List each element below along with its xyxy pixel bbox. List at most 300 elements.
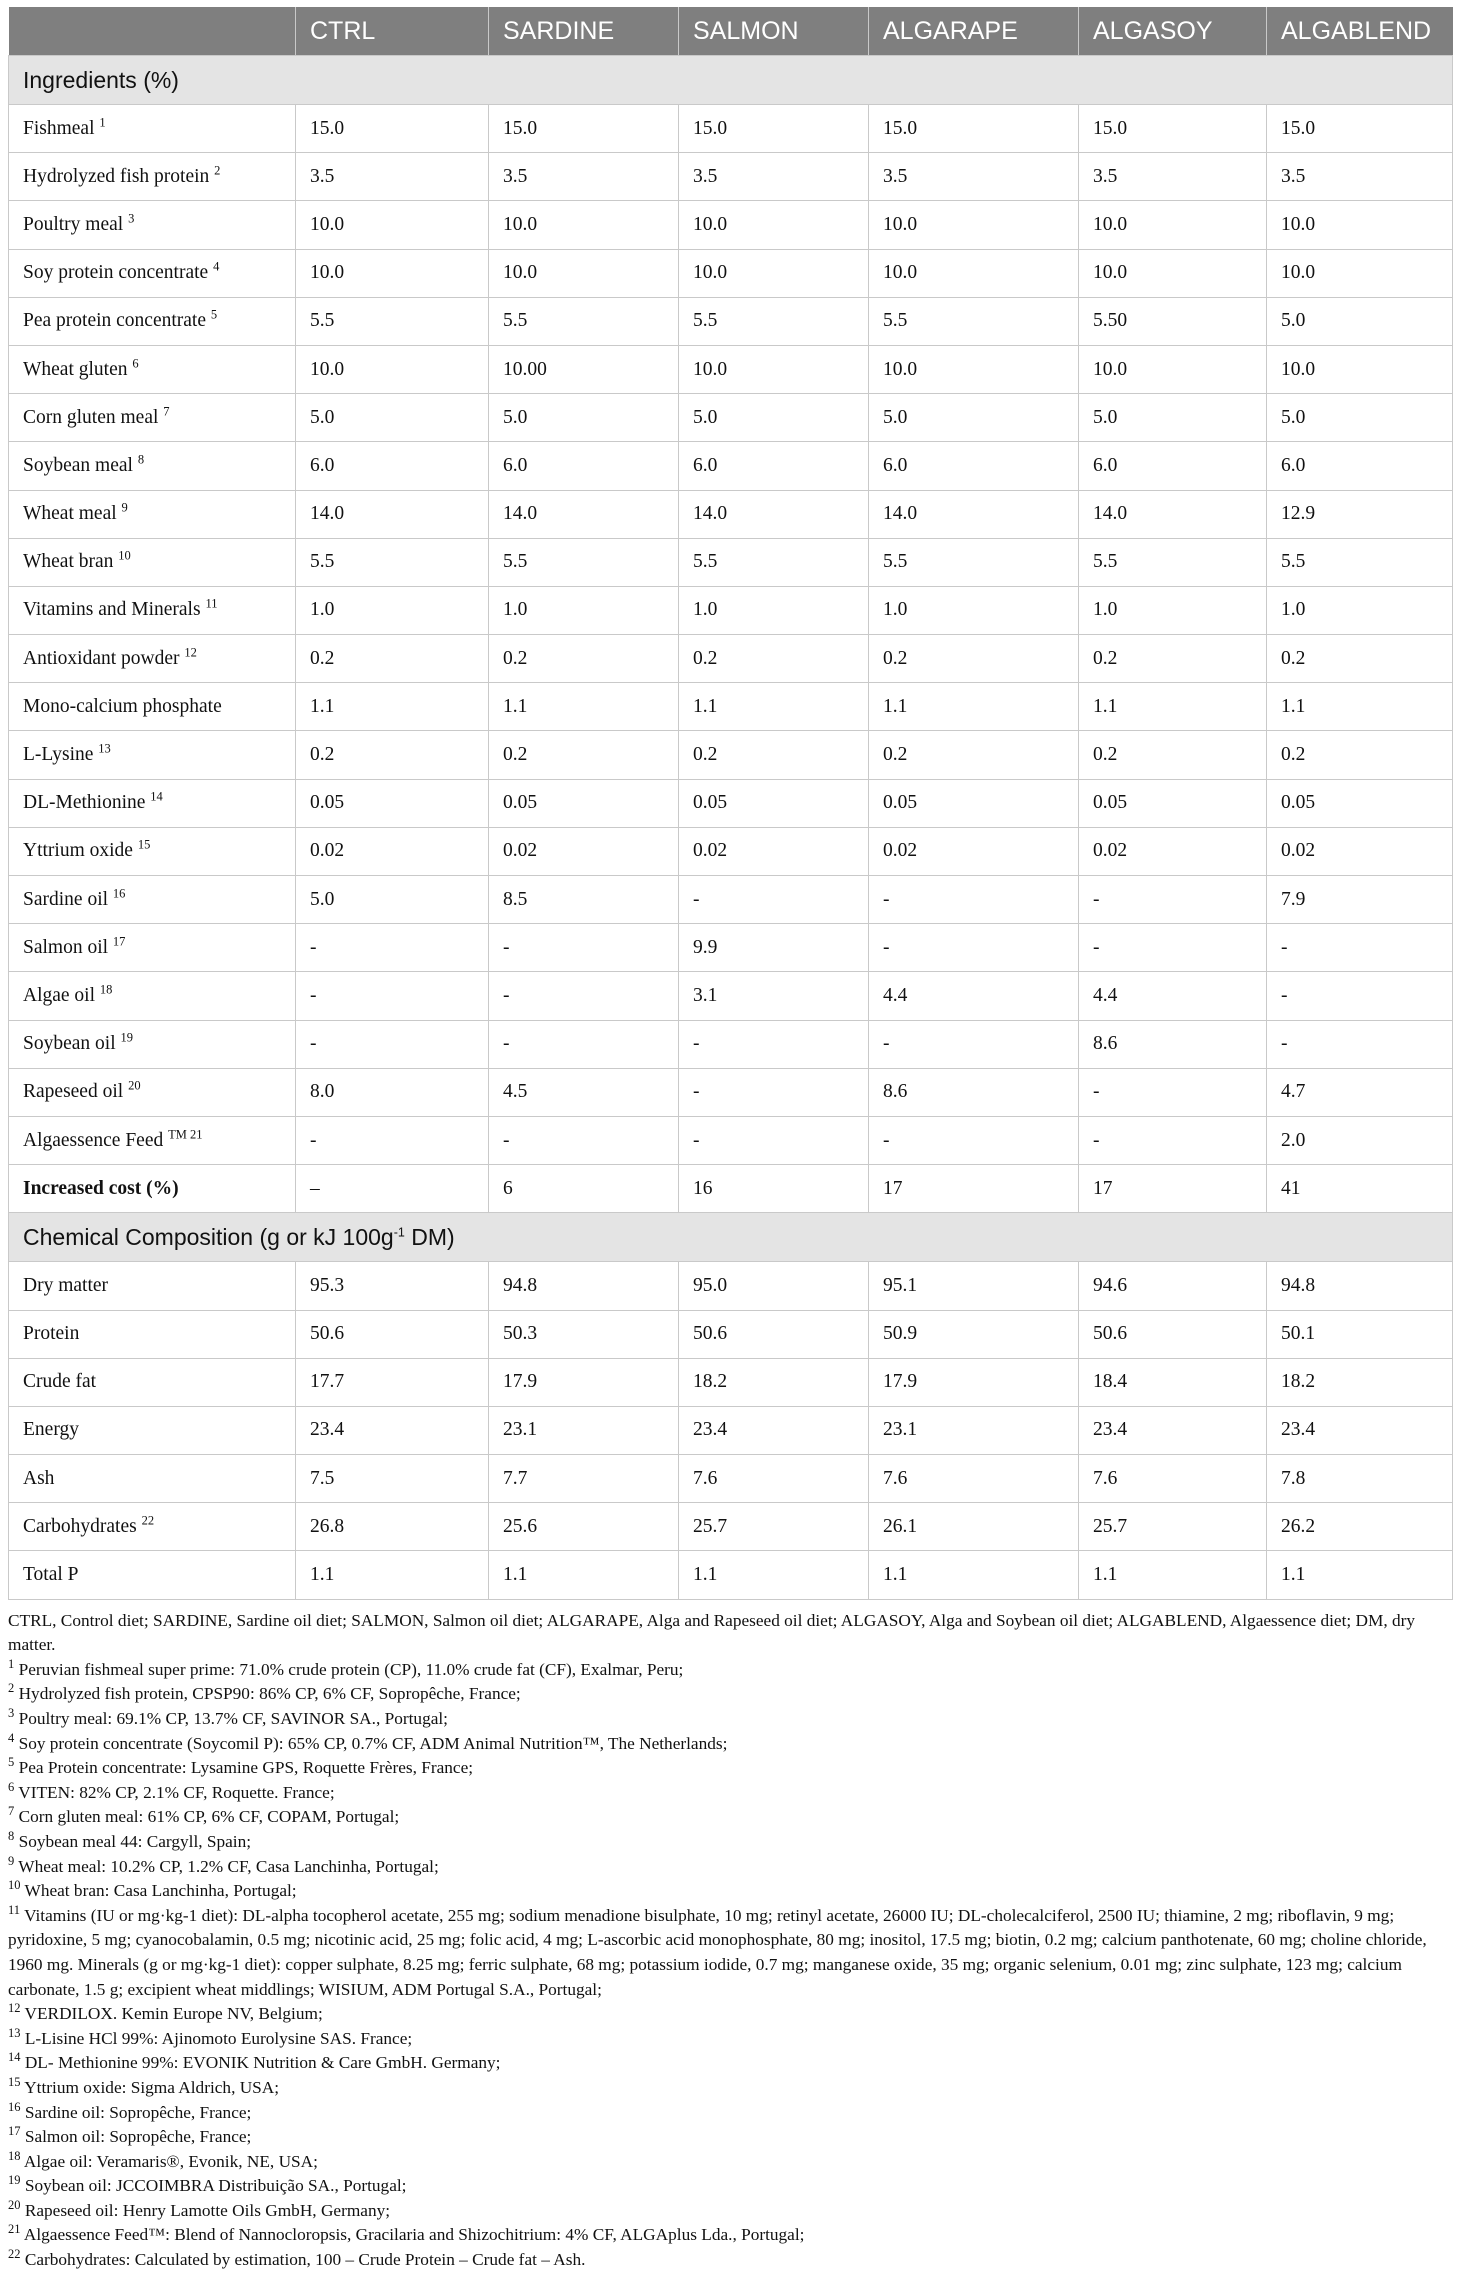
table-body [9, 56, 1453, 1600]
value-cell: 1.1 [489, 1551, 679, 1599]
row-label: Soybean meal [23, 454, 133, 476]
value-cell: 5.5 [296, 297, 489, 345]
diet-composition-table [8, 7, 1453, 1600]
value-cell: 1.1 [1079, 683, 1267, 731]
row-label: Soy protein concentrate [23, 262, 209, 284]
value-cell: 17 [1079, 1165, 1267, 1213]
value-cell: 23.4 [1079, 1406, 1267, 1454]
value-cell: 94.6 [1079, 1262, 1267, 1310]
header-cell-algablend: ALGABLEND [1267, 7, 1453, 56]
row-label-cell [9, 394, 296, 442]
row-footnote-ref: 16 [112, 886, 126, 901]
footnote-number: 5 [8, 1755, 15, 1770]
value-cell: - [1267, 972, 1453, 1020]
value-cell: 95.1 [869, 1262, 1079, 1310]
table-row [9, 1503, 1453, 1551]
value-cell: 10.0 [679, 345, 869, 393]
row-footnote-ref: 9 [121, 500, 128, 515]
section-header-row [9, 1213, 1453, 1262]
value-cell: - [1079, 876, 1267, 924]
value-cell: 8.0 [296, 1068, 489, 1116]
value-cell: 4.4 [1079, 972, 1267, 1020]
value-cell: 8.6 [869, 1068, 1079, 1116]
value-cell: 5.0 [1267, 394, 1453, 442]
footnote-number: 22 [8, 2247, 21, 2262]
value-cell: 1.0 [489, 586, 679, 634]
row-label: L-Lysine [23, 744, 94, 766]
value-cell: 6 [489, 1165, 679, 1213]
row-label-cell [9, 827, 296, 875]
row-label-cell [9, 1503, 296, 1551]
value-cell: 0.02 [679, 827, 869, 875]
value-cell: - [1267, 924, 1453, 972]
table-row [9, 972, 1453, 1020]
value-cell: 18.2 [1267, 1358, 1453, 1406]
row-label: Rapeseed oil [23, 1081, 124, 1103]
value-cell: 10.0 [1079, 201, 1267, 249]
value-cell: 5.5 [489, 538, 679, 586]
value-cell: 6.0 [296, 442, 489, 490]
footnote [8, 2150, 1452, 2175]
table-row [9, 490, 1453, 538]
value-cell: 14.0 [1079, 490, 1267, 538]
value-cell: 0.2 [869, 635, 1079, 683]
footnote-text: Yttrium oxide: Sigma Aldrich, USA; [24, 2077, 280, 2097]
value-cell: 5.5 [679, 297, 869, 345]
value-cell: 0.2 [1267, 731, 1453, 779]
value-cell: 6.0 [679, 442, 869, 490]
value-cell: 10.00 [489, 345, 679, 393]
value-cell: 6.0 [1079, 442, 1267, 490]
row-label-cell [9, 297, 296, 345]
footnote-number: 21 [8, 2222, 21, 2237]
value-cell: 3.5 [1267, 153, 1453, 201]
row-label: Mono-calcium phosphate [23, 695, 222, 717]
value-cell: 2.0 [1267, 1116, 1453, 1164]
footnote-text: Soy protein concentrate (Soycomil P): 65% CP, 0.7% CF, ADM Animal Nutrition™, The Netherlands; [18, 1733, 728, 1753]
footnote-number: 19 [8, 2173, 21, 2188]
table-row [9, 1068, 1453, 1116]
row-footnote-ref: 19 [120, 1030, 133, 1045]
section-title-suffix: DM) [404, 1223, 455, 1250]
row-label: Corn gluten meal [23, 406, 159, 428]
row-footnote-ref: 6 [132, 356, 139, 371]
value-cell: 0.2 [1079, 635, 1267, 683]
value-cell: 8.5 [489, 876, 679, 924]
value-cell: 5.5 [1079, 538, 1267, 586]
footnote-text: Hydrolyzed fish protein, CPSP90: 86% CP, 6% CF, Sopropêche, France; [18, 1684, 521, 1704]
value-cell: 50.6 [679, 1310, 869, 1358]
value-cell: 10.0 [296, 249, 489, 297]
value-cell: 15.0 [296, 105, 489, 153]
footnote [8, 1879, 1452, 1904]
value-cell: - [679, 1116, 869, 1164]
row-label: Hydrolyzed fish protein [23, 165, 210, 187]
table-row [9, 635, 1453, 683]
footnote-number: 2 [8, 1681, 15, 1696]
value-cell: 26.8 [296, 1503, 489, 1551]
value-cell: 0.02 [869, 827, 1079, 875]
value-cell: 0.2 [489, 731, 679, 779]
value-cell: - [869, 1116, 1079, 1164]
row-footnote-ref: 17 [112, 934, 126, 949]
row-footnote-ref: 14 [150, 789, 163, 804]
table-row [9, 924, 1453, 972]
value-cell: 10.0 [1079, 249, 1267, 297]
value-cell: - [489, 1116, 679, 1164]
table-row [9, 731, 1453, 779]
value-cell: 0.02 [1267, 827, 1453, 875]
row-label-cell [9, 1116, 296, 1164]
value-cell: 18.2 [679, 1358, 869, 1406]
value-cell: 15.0 [1079, 105, 1267, 153]
footnote-text: Algaessence Feed™: Blend of Nannocloropsis, Gracilaria and Shizochitrium: 4% CF, ALGAplus Lda., Portugal; [23, 2225, 805, 2245]
value-cell: 7.8 [1267, 1455, 1453, 1503]
row-label-cell [9, 635, 296, 683]
footnote-number: 18 [8, 2148, 21, 2163]
row-footnote-ref: 12 [184, 645, 197, 660]
value-cell: - [1079, 1116, 1267, 1164]
table-row [9, 297, 1453, 345]
row-label: Poultry meal [23, 213, 124, 235]
row-label: Crude fat [23, 1371, 97, 1393]
value-cell: 0.2 [296, 731, 489, 779]
value-cell: 3.5 [296, 153, 489, 201]
value-cell: 10.0 [679, 249, 869, 297]
row-label: Ash [23, 1467, 55, 1489]
value-cell: 94.8 [489, 1262, 679, 1310]
value-cell: 7.9 [1267, 876, 1453, 924]
value-cell: - [869, 924, 1079, 972]
row-label-cell [9, 731, 296, 779]
footnote [8, 1855, 1452, 1880]
row-label-cell [9, 1455, 296, 1503]
footnote-text: VITEN: 82% CP, 2.1% CF, Roquette. France; [18, 1782, 335, 1802]
footnote-text: Wheat bran: Casa Lanchinha, Portugal; [24, 1881, 297, 1901]
value-cell: 50.9 [869, 1310, 1079, 1358]
row-label: Yttrium oxide [23, 840, 133, 862]
value-cell: 0.02 [1079, 827, 1267, 875]
value-cell: 0.05 [679, 779, 869, 827]
value-cell: 25.6 [489, 1503, 679, 1551]
value-cell: 10.0 [1267, 345, 1453, 393]
value-cell: 5.5 [296, 538, 489, 586]
value-cell: 41 [1267, 1165, 1453, 1213]
value-cell: 3.5 [869, 153, 1079, 201]
header-cell-ctrl: CTRL [296, 7, 489, 56]
value-cell: 26.1 [869, 1503, 1079, 1551]
footnote [8, 2199, 1452, 2224]
value-cell: – [296, 1165, 489, 1213]
value-cell: 17 [869, 1165, 1079, 1213]
footnote [8, 1609, 1452, 1658]
value-cell: 14.0 [869, 490, 1079, 538]
table-row [9, 1165, 1453, 1213]
value-cell: 23.4 [1267, 1406, 1453, 1454]
value-cell: 5.0 [296, 394, 489, 442]
table-row [9, 105, 1453, 153]
row-label: Wheat bran [23, 551, 114, 573]
value-cell: 1.1 [869, 1551, 1079, 1599]
value-cell: - [679, 1068, 869, 1116]
header-row [9, 7, 1453, 56]
section-title-text: Chemical Composition (g or kJ 100g [23, 1223, 394, 1250]
header-cell-algasoy: ALGASOY [1079, 7, 1267, 56]
row-label: Dry matter [23, 1274, 109, 1296]
value-cell: 26.2 [1267, 1503, 1453, 1551]
footnote [8, 2174, 1452, 2199]
value-cell: 4.5 [489, 1068, 679, 1116]
row-footnote-ref: 10 [118, 548, 131, 563]
value-cell: 17.7 [296, 1358, 489, 1406]
value-cell: 1.1 [296, 1551, 489, 1599]
table-row [9, 201, 1453, 249]
value-cell: 1.1 [1267, 683, 1453, 731]
value-cell: 1.0 [1079, 586, 1267, 634]
value-cell: 5.5 [679, 538, 869, 586]
table-row [9, 683, 1453, 731]
table-row [9, 1551, 1453, 1599]
table-row [9, 827, 1453, 875]
row-label-cell [9, 201, 296, 249]
value-cell: 17.9 [489, 1358, 679, 1406]
value-cell: 7.7 [489, 1455, 679, 1503]
footnote [8, 1805, 1452, 1830]
table-row [9, 1406, 1453, 1454]
footnote-number: 8 [8, 1829, 15, 1844]
footnote-text: Peruvian fishmeal super prime: 71.0% crude protein (CP), 11.0% crude fat (CF), Exalmar, Peru; [18, 1659, 684, 1679]
value-cell: 1.1 [489, 683, 679, 731]
value-cell: 6.0 [489, 442, 679, 490]
row-label-cell [9, 586, 296, 634]
value-cell: 5.0 [489, 394, 679, 442]
value-cell: 0.05 [489, 779, 679, 827]
footnote [8, 2002, 1452, 2027]
footnote [8, 1658, 1452, 1683]
value-cell: 10.0 [869, 345, 1079, 393]
value-cell: 5.0 [679, 394, 869, 442]
value-cell: - [869, 876, 1079, 924]
value-cell: 3.5 [679, 153, 869, 201]
value-cell: 14.0 [296, 490, 489, 538]
value-cell: 5.0 [1267, 297, 1453, 345]
value-cell: - [296, 1020, 489, 1068]
footnote-number: 14 [8, 2050, 21, 2065]
row-label-cell [9, 153, 296, 201]
row-label: Wheat gluten [23, 358, 128, 380]
value-cell: 5.0 [1079, 394, 1267, 442]
value-cell: 10.0 [1079, 345, 1267, 393]
row-footnote-ref: 2 [214, 163, 221, 178]
value-cell: 5.0 [296, 876, 489, 924]
value-cell: 50.6 [1079, 1310, 1267, 1358]
footnote-number: 9 [8, 1853, 15, 1868]
value-cell: 1.1 [679, 1551, 869, 1599]
row-label: Soybean oil [23, 1033, 116, 1055]
footnote-text: Carbohydrates: Calculated by estimation, 100 – Crude Protein – Crude fat – Ash. [24, 2250, 586, 2270]
table-row [9, 586, 1453, 634]
table-row [9, 1262, 1453, 1310]
value-cell: 95.0 [679, 1262, 869, 1310]
value-cell: 7.6 [1079, 1455, 1267, 1503]
header-cell-algarape: ALGARAPE [869, 7, 1079, 56]
value-cell: 1.0 [679, 586, 869, 634]
value-cell: 15.0 [679, 105, 869, 153]
row-label-cell [9, 1020, 296, 1068]
footnote [8, 2051, 1452, 2076]
footnote-number: 4 [8, 1730, 15, 1745]
footnote [8, 1830, 1452, 1855]
value-cell: 0.02 [489, 827, 679, 875]
footnote-text: Corn gluten meal: 61% CP, 6% CF, COPAM, Portugal; [18, 1807, 400, 1827]
value-cell: 17.9 [869, 1358, 1079, 1406]
value-cell: 5.5 [869, 297, 1079, 345]
footnote [8, 2076, 1452, 2101]
footnote-number: 3 [8, 1706, 15, 1721]
table-row [9, 876, 1453, 924]
row-label: Sardine oil [23, 888, 109, 910]
value-cell: 10.0 [869, 201, 1079, 249]
value-cell: 23.4 [296, 1406, 489, 1454]
footnote-number: 10 [8, 1878, 21, 1893]
row-footnote-ref: 20 [128, 1078, 141, 1093]
row-label-cell [9, 972, 296, 1020]
value-cell: 0.02 [296, 827, 489, 875]
footnote [8, 1904, 1452, 2002]
table-row [9, 779, 1453, 827]
section-title [9, 56, 1453, 105]
row-label: Salmon oil [23, 936, 109, 958]
header-cell-salmon: SALMON [679, 7, 869, 56]
section-title-sup: -1 [393, 1225, 405, 1240]
row-footnote-ref: 15 [137, 837, 151, 852]
value-cell: 0.05 [1267, 779, 1453, 827]
row-footnote-ref: 3 [128, 211, 135, 226]
footnote [8, 1756, 1452, 1781]
footnote [8, 1707, 1452, 1732]
value-cell: - [296, 924, 489, 972]
table-row [9, 1310, 1453, 1358]
value-cell: 25.7 [679, 1503, 869, 1551]
footnote-text: Vitamins (IU or mg·kg-1 diet): DL-alpha tocopherol acetate, 255 mg; sodium menadione bisulphate, 10 mg; retinyl acetate, 26000 IU; DL-cholecalciferol, 2500 IU; thiamine, 2 mg; riboflavin, 9 mg; pyridoxine, 5 mg; cyanocobalamin, 0.5 mg; nicotinic acid, 25 mg; folic acid, 4 mg; L-ascorbic acid monophosphate, 80 mg; inositol, 17.5 mg; biotin, 0.2 mg; calcium panthotenate, 60 mg; choline chloride, 1960 mg. Minerals (g or mg·kg-1 diet): copper sulphate, 8.25 mg; ferric sulphate, 68 mg; potassium iodide, 0.7 mg; manganese oxide, 35 mg; organic selenium, 0.01 mg; zinc sulphate, 123 mg; calcium carbonate, 1.5 g; excipient wheat middlings; WISIUM, ADM Portugal S.A., Portugal; [8, 1905, 1427, 1999]
footnote-text: Algae oil: Veramaris®, Evonik, NE, USA; [23, 2151, 318, 2171]
value-cell: 0.2 [1267, 635, 1453, 683]
value-cell: 1.1 [296, 683, 489, 731]
value-cell: 3.1 [679, 972, 869, 1020]
value-cell: 1.1 [679, 683, 869, 731]
value-cell: 50.3 [489, 1310, 679, 1358]
row-footnote-ref: 7 [163, 404, 170, 419]
footnote-number: 16 [8, 2099, 21, 2114]
value-cell: - [679, 876, 869, 924]
value-cell: 23.4 [679, 1406, 869, 1454]
table-row [9, 249, 1453, 297]
value-cell: 10.0 [489, 249, 679, 297]
value-cell: 10.0 [296, 345, 489, 393]
footnote-text: Salmon oil: Sopropêche, France; [24, 2127, 252, 2147]
footnote-text: Pea Protein concentrate: Lysamine GPS, Roquette Frères, France; [18, 1758, 474, 1778]
footnote [8, 2223, 1452, 2248]
value-cell: 3.5 [1079, 153, 1267, 201]
table-row [9, 345, 1453, 393]
row-label: Wheat meal [23, 503, 117, 525]
value-cell: 95.3 [296, 1262, 489, 1310]
footnote-text: Sardine oil: Sopropêche, France; [24, 2102, 252, 2122]
value-cell: 1.0 [1267, 586, 1453, 634]
row-label-cell [9, 538, 296, 586]
row-label: Vitamins and Minerals [23, 599, 201, 621]
value-cell: 25.7 [1079, 1503, 1267, 1551]
value-cell: - [489, 1020, 679, 1068]
row-label: Algaessence Feed [23, 1129, 164, 1151]
value-cell: 0.2 [679, 635, 869, 683]
row-label-cell [9, 1551, 296, 1599]
table-row [9, 1020, 1453, 1068]
value-cell: - [1079, 1068, 1267, 1116]
value-cell: 10.0 [1267, 201, 1453, 249]
footnote-number: 17 [8, 2124, 21, 2139]
row-label-cell [9, 490, 296, 538]
row-label-cell [9, 1262, 296, 1310]
row-label-cell [9, 442, 296, 490]
footnote-text: L-Lisine HCl 99%: Ajinomoto Eurolysine SAS. France; [24, 2028, 413, 2048]
row-label: Protein [23, 1323, 80, 1345]
table-row [9, 153, 1453, 201]
value-cell: 1.1 [869, 683, 1079, 731]
footnote [8, 1732, 1452, 1757]
value-cell: 0.05 [296, 779, 489, 827]
value-cell: 15.0 [1267, 105, 1453, 153]
row-label-cell [9, 1310, 296, 1358]
row-label-cell [9, 924, 296, 972]
value-cell: - [1079, 924, 1267, 972]
footnote-text: Wheat meal: 10.2% CP, 1.2% CF, Casa Lanchinha, Portugal; [18, 1856, 439, 1876]
value-cell: 7.6 [679, 1455, 869, 1503]
section-title [9, 1213, 1453, 1262]
value-cell: 50.1 [1267, 1310, 1453, 1358]
value-cell: 5.5 [869, 538, 1079, 586]
value-cell: 10.0 [679, 201, 869, 249]
footnote-text: CTRL, Control diet; SARDINE, Sardine oil diet; SALMON, Salmon oil diet; ALGARAPE, Alga and Rapeseed oil diet; ALGASOY, Alga and Soybean oil diet; ALGABLEND, Algaessence diet; DM, dry matter. [8, 1610, 1416, 1655]
value-cell: 16 [679, 1165, 869, 1213]
value-cell: - [489, 972, 679, 1020]
value-cell: 0.2 [296, 635, 489, 683]
value-cell: 4.4 [869, 972, 1079, 1020]
footnote-text: VERDILOX. Kemin Europe NV, Belgium; [24, 2004, 323, 2024]
value-cell: - [296, 972, 489, 1020]
value-cell: 4.7 [1267, 1068, 1453, 1116]
row-footnote-ref: TM 21 [168, 1127, 203, 1142]
footnote-text: DL- Methionine 99%: EVONIK Nutrition & Care GmbH. Germany; [24, 2053, 501, 2073]
footnote [8, 2125, 1452, 2150]
value-cell: 23.1 [869, 1406, 1079, 1454]
row-footnote-ref: 11 [205, 596, 218, 611]
row-label-cell [9, 249, 296, 297]
footnote-number: 1 [8, 1657, 15, 1672]
value-cell: 0.05 [1079, 779, 1267, 827]
value-cell: 0.2 [1079, 731, 1267, 779]
section-title-text: Ingredients (%) [23, 66, 179, 93]
value-cell: 9.9 [679, 924, 869, 972]
table-row [9, 1455, 1453, 1503]
value-cell: 50.6 [296, 1310, 489, 1358]
row-footnote-ref: 4 [213, 259, 220, 274]
row-label-cell [9, 683, 296, 731]
value-cell: 94.8 [1267, 1262, 1453, 1310]
value-cell: 23.1 [489, 1406, 679, 1454]
footnote-number: 15 [8, 2075, 21, 2090]
value-cell: 14.0 [679, 490, 869, 538]
